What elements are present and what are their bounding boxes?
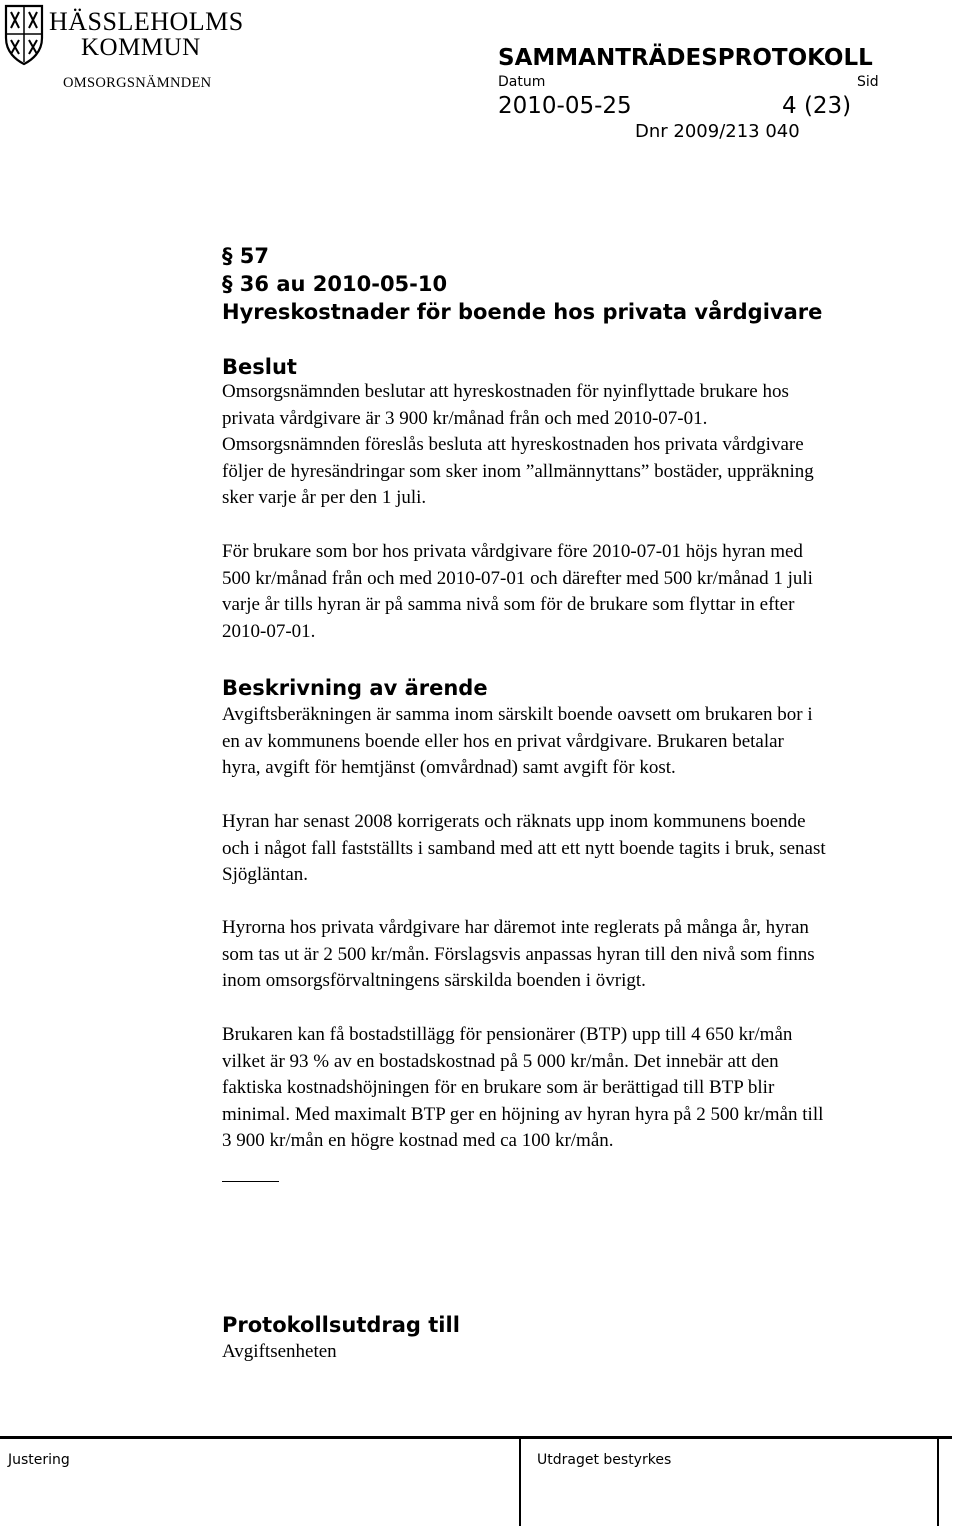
org-name-line1: HÄSSLEHOLMS xyxy=(49,7,244,36)
beslut-text xyxy=(222,379,960,512)
text-line: inom omsorgsförvaltningens särskilda boenden i övrigt. xyxy=(222,970,646,992)
justering-label: Justering xyxy=(8,1452,70,1468)
text-line: minimal. Med maximalt BTP ger en höjning av hyran hyra på 2 500 kr/mån till xyxy=(222,1103,824,1125)
document-title: SAMMANTRÄDESPROTOKOLL xyxy=(498,45,873,71)
text-line: Avgiftsberäkningen är samma inom särskilt boende oavsett om brukaren bor i xyxy=(222,704,813,725)
page-number: 4 (23) xyxy=(782,93,852,119)
text-line: 500 kr/månad från och med 2010-07-01 och därefter med 500 kr/månad 1 juli xyxy=(222,567,813,589)
text-line: 2010-07-01. xyxy=(222,620,316,642)
text-line: 3 900 kr/mån en högre kostnad med ca 100 kr/mån. xyxy=(222,1130,614,1152)
beslut-text-2 xyxy=(222,539,960,645)
text-line: För brukare som bor hos privata vårdgivare före 2010-07-01 höjs hyran med xyxy=(222,541,803,562)
beslut-heading: Beslut xyxy=(222,355,297,379)
text-line: hyra, avgift för hemtjänst (omvårdnad) samt avgift för kost. xyxy=(222,757,676,779)
footer-divider xyxy=(519,1437,521,1526)
date-label: Datum xyxy=(498,74,546,90)
paragraph-number: § 57 xyxy=(222,244,270,268)
text-line: som tas ut är 2 500 kr/mån. Förslagsvis anpassas hyran till den nivå som finns xyxy=(222,943,815,965)
text-line: följer de hyresändringar som sker inom ”allmännyttans” bostäder, uppräkning xyxy=(222,460,814,482)
text-line: Omsorgsnämnden föreslås besluta att hyreskostnaden hos privata vårdgivare xyxy=(222,434,804,456)
beskrivning-heading: Beskrivning av ärende xyxy=(222,676,488,700)
text-line: sker varje år per den 1 juli. xyxy=(222,487,427,509)
diary-number: Dnr 2009/213 040 xyxy=(635,121,800,142)
text-line: faktiska kostnadshöjningen för en brukare som är berättigad till BTP blir xyxy=(222,1077,775,1099)
protokollsutdrag-heading: Protokollsutdrag till xyxy=(222,1313,460,1337)
text-line: privata vårdgivare är 3 900 kr/månad från och med 2010-07-01. xyxy=(222,407,708,429)
text-line: Hyrorna hos privata vårdgivare har däremot inte reglerats på många år, hyran xyxy=(222,917,809,938)
text-line: och i något fall fastställts i samband med att ett nytt boende tagits i bruk, senast xyxy=(222,837,826,859)
page-label: Sid xyxy=(857,74,879,90)
text-line: Sjögläntan. xyxy=(222,864,309,886)
text-line: Brukaren kan få bostadstillägg för pensionärer (BTP) upp till 4 650 kr/mån xyxy=(222,1024,793,1045)
text-line: varje år tills hyran är på samma nivå som för de brukare som flyttar in efter xyxy=(222,594,795,616)
beskrivning-paragraph xyxy=(222,915,960,995)
committee-name: OMSORGSNÄMNDEN xyxy=(63,75,212,91)
section-divider xyxy=(222,1181,279,1182)
item-title: Hyreskostnader för boende hos privata vårdgivare xyxy=(222,300,823,324)
paragraph-reference: § 36 au 2010-05-10 xyxy=(222,272,448,296)
beskrivning-paragraph xyxy=(222,809,960,889)
footer-rule xyxy=(0,1436,952,1439)
text-line: vilket är 93 % av en bostadskostnad på 5 000 kr/mån. Det innebär att den xyxy=(222,1050,779,1072)
meeting-date: 2010-05-25 xyxy=(498,93,632,119)
utdraget-bestyrkes-label: Utdraget bestyrkes xyxy=(537,1452,672,1468)
text-line: en av kommunens boende eller hos en privat vårdgivare. Brukaren betalar xyxy=(222,730,784,752)
footer-divider xyxy=(937,1437,939,1526)
org-name-line2: KOMMUN xyxy=(81,34,201,61)
text-line: Omsorgsnämnden beslutar att hyreskostnaden för nyinflyttade brukare hos xyxy=(222,381,789,402)
beskrivning-paragraph xyxy=(222,702,960,782)
text-line: Hyran har senast 2008 korrigerats och räknats upp inom kommunens boende xyxy=(222,811,806,832)
beskrivning-paragraph xyxy=(222,1022,960,1155)
municipality-crest-logo xyxy=(4,4,44,66)
protokollsutdrag-recipient: Avgiftsenheten xyxy=(222,1341,337,1362)
